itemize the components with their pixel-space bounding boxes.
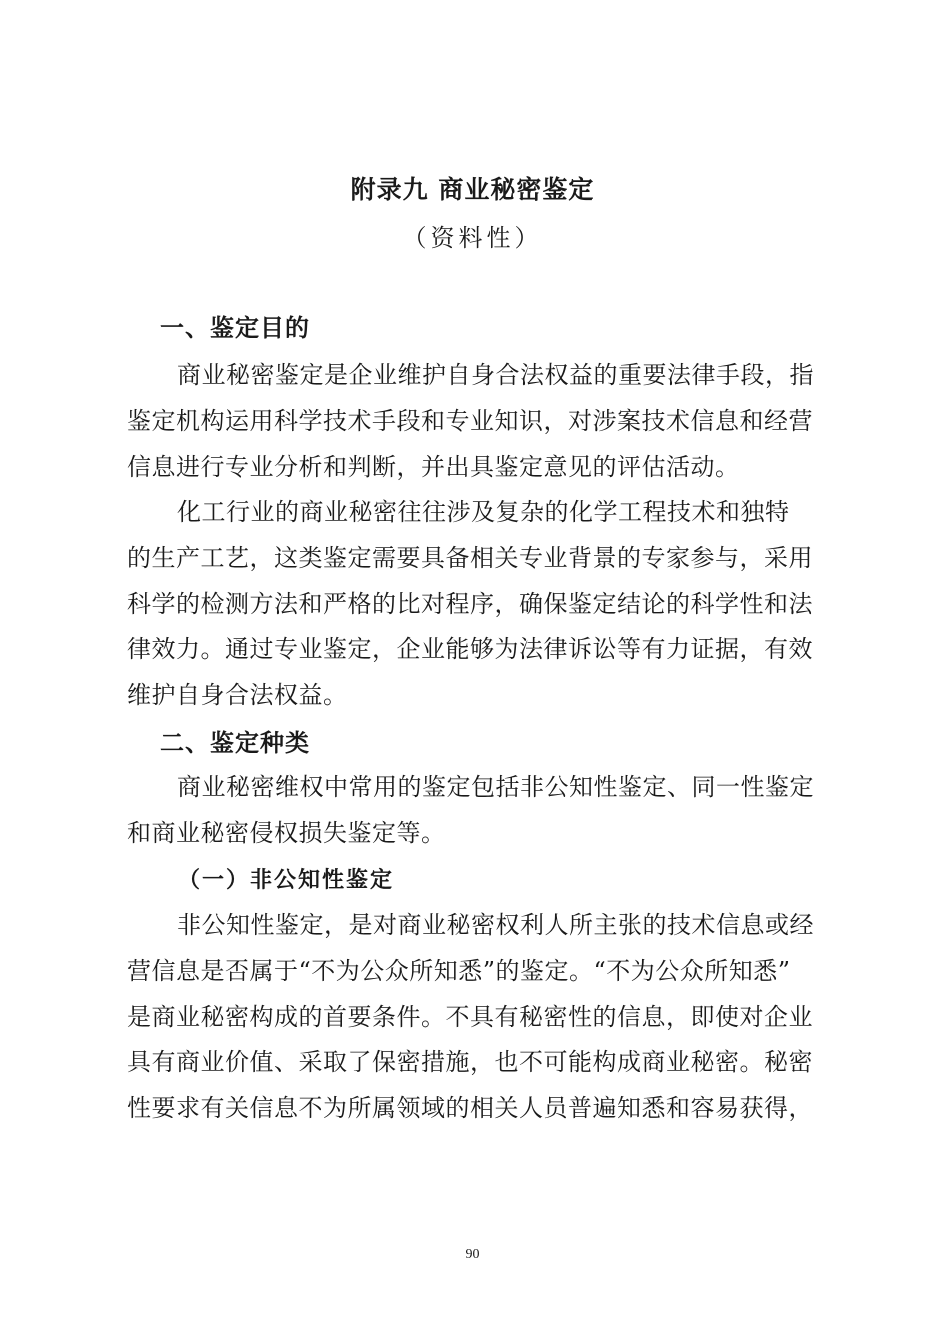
text-line: 维护自身合法权益。: [127, 681, 348, 710]
section-heading-types: 二、鉴定种类: [160, 729, 310, 757]
page-subtitle: （资料性）: [402, 224, 543, 252]
paragraph-non-public-definition: [127, 903, 827, 1132]
section-heading-purpose: 一、鉴定目的: [160, 314, 310, 342]
page-title: 附录九 商业秘密鉴定: [350, 175, 595, 204]
text-line: 鉴定机构运用科学技术手段和专业知识，对涉案技术信息和经营: [127, 406, 813, 435]
paragraph-chemical-industry: [127, 490, 827, 719]
text-line: 性要求有关信息不为所属领域的相关人员普遍知悉和容易获得，: [127, 1094, 813, 1123]
paragraph-purpose-definition: [127, 353, 827, 490]
subsection-heading-non-public: （一）非公知性鉴定: [178, 867, 395, 893]
text-line: 律效力。通过专业鉴定，企业能够为法律诉讼等有力证据，有效: [127, 635, 813, 664]
text-line: 营信息是否属于“不为公众所知悉”的鉴定。“不为公众所知悉”: [127, 956, 791, 985]
paragraph-types-intro: [127, 765, 827, 857]
text-line: 商业秘密鉴定是企业维护自身合法权益的重要法律手段，指: [177, 361, 814, 389]
text-line: 信息进行专业分析和判断，并出具鉴定意见的评估活动。: [127, 452, 740, 481]
text-line: 具有商业价值、采取了保密措施，也不可能构成商业秘密。秘密: [127, 1048, 813, 1077]
page-number: 90: [465, 1247, 480, 1262]
text-line: 和商业秘密侵权损失鉴定等。: [127, 818, 446, 847]
text-line: 化工行业的商业秘密往往涉及复杂的化学工程技术和独特: [177, 498, 790, 526]
text-line: 科学的检测方法和严格的比对程序，确保鉴定结论的科学性和法: [127, 589, 813, 618]
text-line: 的生产工艺，这类鉴定需要具备相关专业背景的专家参与，采用: [127, 543, 813, 572]
text-line: 商业秘密维权中常用的鉴定包括非公知性鉴定、同一性鉴定: [177, 773, 814, 801]
text-line: 是商业秘密构成的首要条件。不具有秘密性的信息，即使对企业: [127, 1002, 813, 1031]
text-line: 非公知性鉴定，是对商业秘密权利人所主张的技术信息或经: [177, 911, 814, 939]
